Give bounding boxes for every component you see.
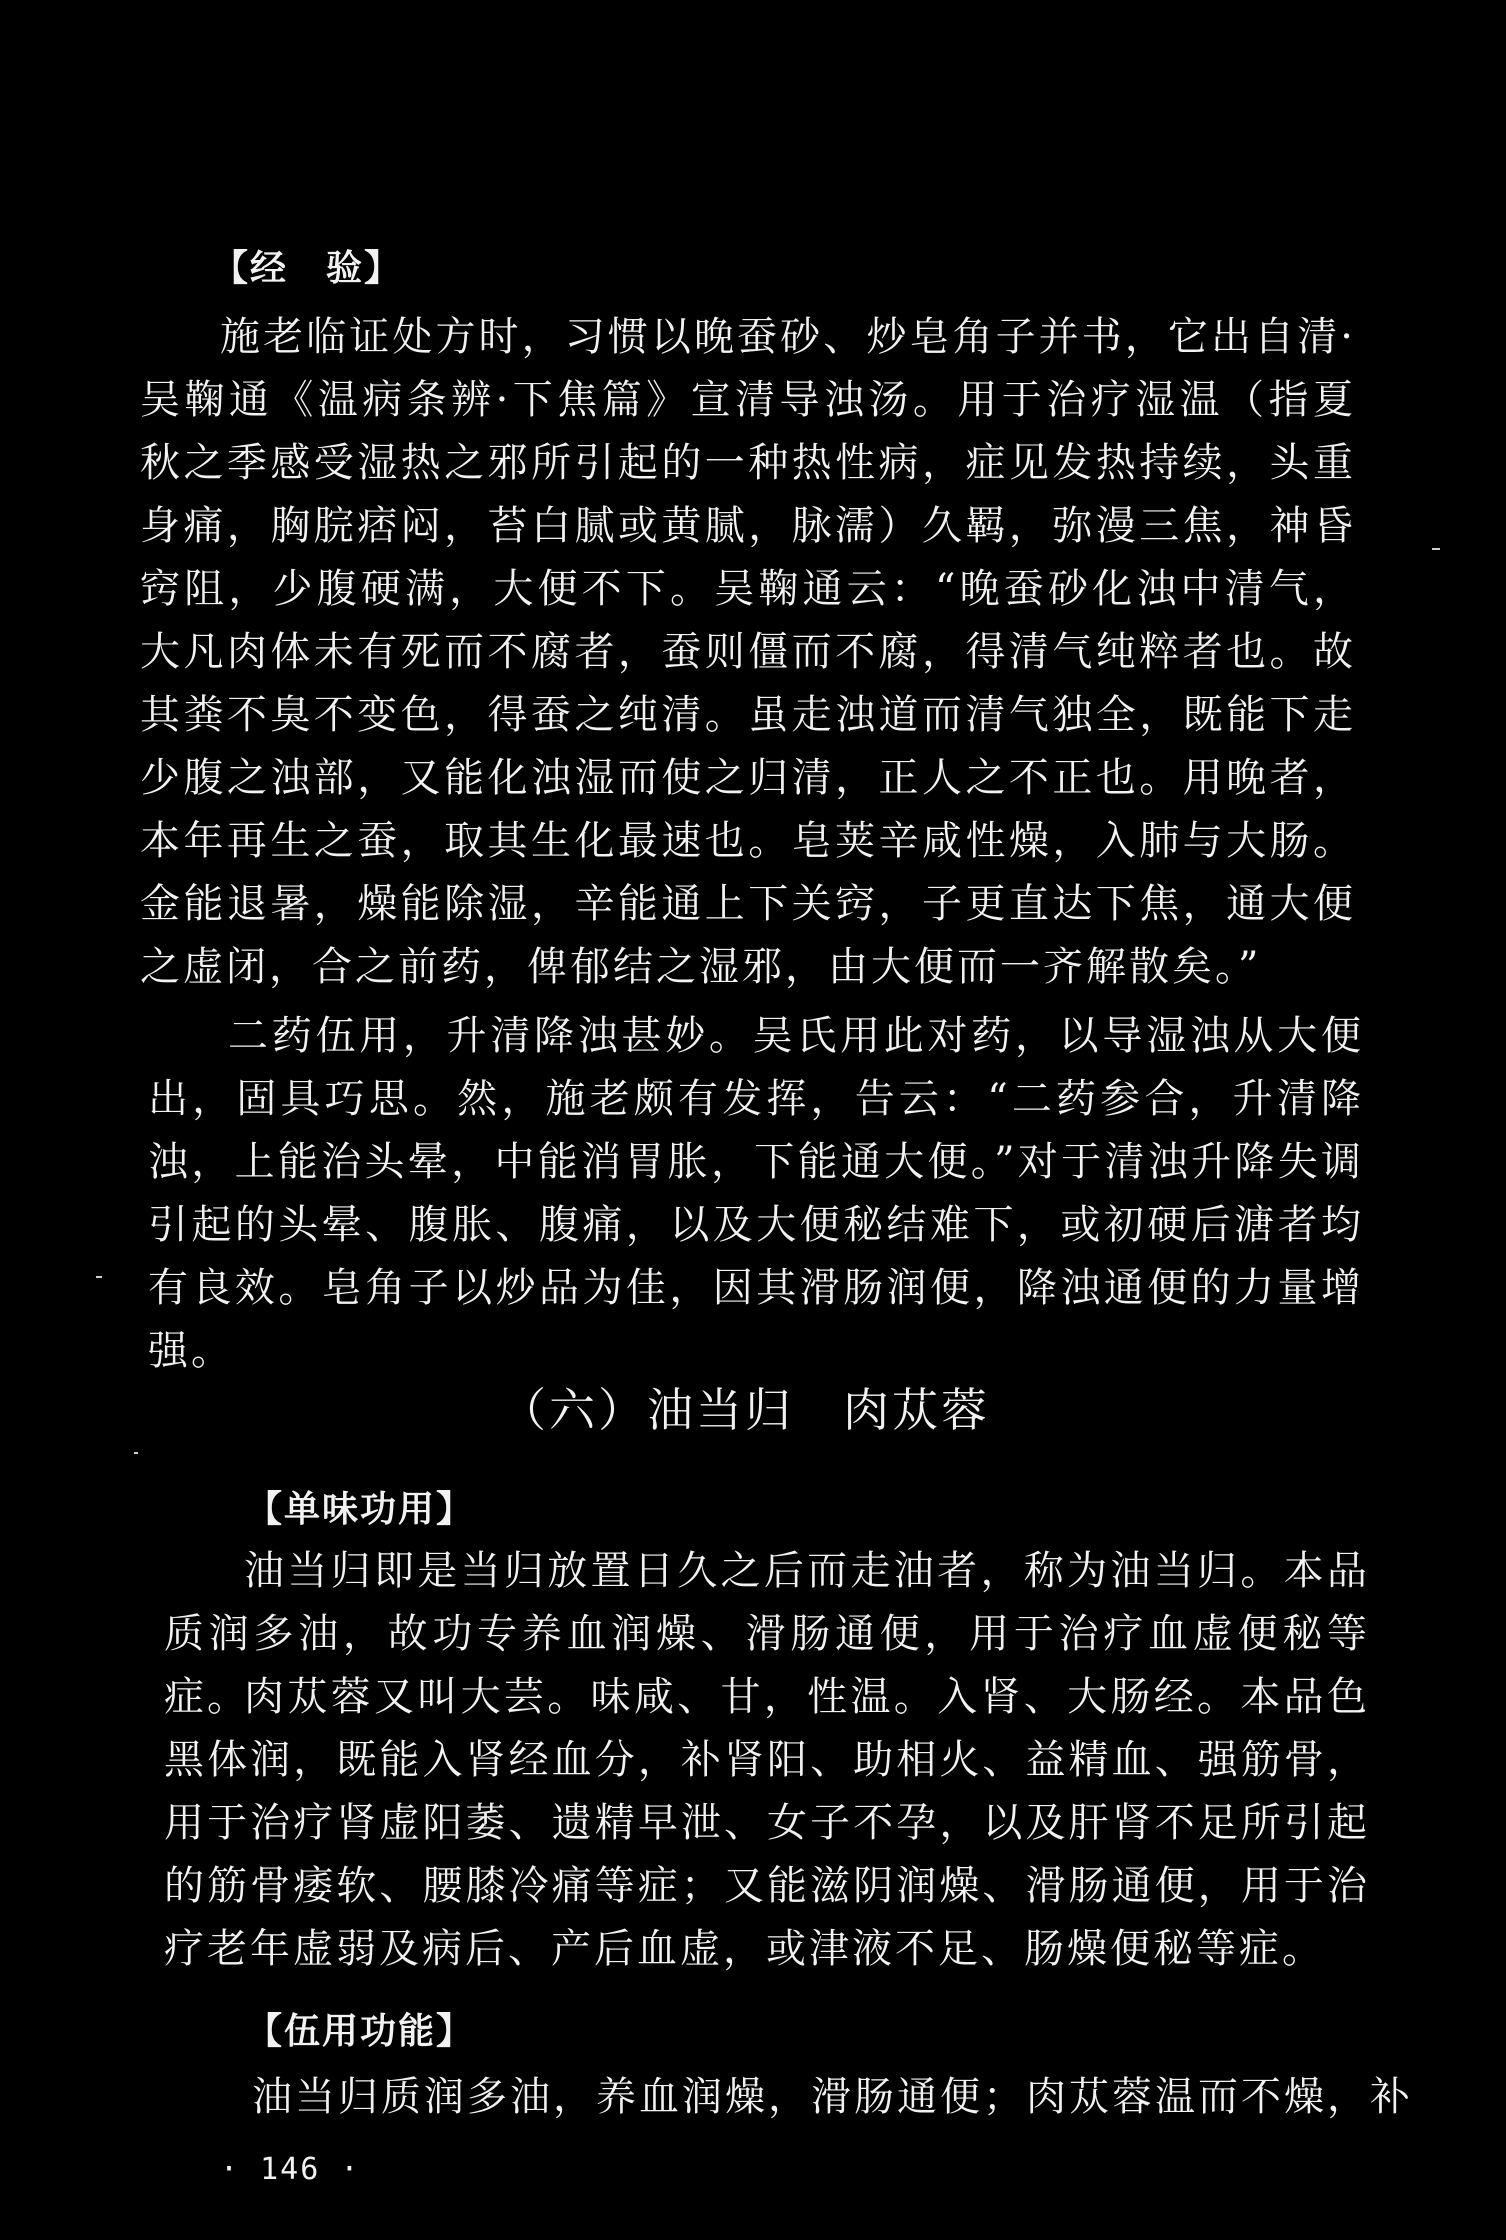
paragraph-experience-2: 二药伍用，升清降浊甚妙。吴氏用此对药，以导湿浊从大便出，固具巧思。然，施老颇有发挥，告云：“二药参合，升清降浊，上能治头晕，中能消胃胀，下能通大便。”对于清浊升降失调引起的头晕、腹胀、腹痛，以及大便秘结难下，或初硬后溏者均有良效。皂角子以炒品为佳，因其滑肠润便，降浊通便的力量增强。 [148, 1013, 1364, 1374]
heading-experience: 【经 验】 [212, 248, 403, 289]
section-title: （六）油当归 肉苁蓉 [500, 1383, 990, 1437]
paragraph-single-1: 油当归即是当归放置日久之后而走油者，称为油当归。本品质润多油，故功专养血润燥、滑肠通便，用于治疗血虚便秘等症。 [164, 1548, 1370, 1720]
scan-speck [96, 1276, 102, 1278]
scan-speck [1432, 548, 1440, 550]
paragraph-experience-1: 施老临证处方时，习惯以晚蚕砂、炒皂角子并书，它出自清·吴鞠通《温病条辨·下焦篇》宣清导浊汤。用于治疗湿温（指夏秋之季感受湿热之邪所引起的一种热性病，症见发热持续，头重身痛，胸脘痞闷，苔白腻或黄腻，脉濡）久羁，弥漫三焦，神昏窍阻，少腹硬满，大便不下。吴鞠通云：“晚蚕砂化浊中清气，大凡肉体未有死而不腐者，蚕则僵而不腐，得清气纯粹者也。故其粪不臭不变色，得蚕之纯清。虽走浊道而清气独全，既能下走少腹之浊部，又能化浊湿而使之归清，正人之不正也。用晚者，本年再生之蚕，取其生化最速也。皂荚辛咸性燥，入肺与大肠。金能退暑，燥能除湿，辛能通上下关窍，子更直达下焦，通大便之虚闭，合之前药，俾郁结之湿邪，由大便而一齐解散矣。” [140, 314, 1356, 990]
heading-single-function: 【单味功用】 [246, 1489, 475, 1530]
paragraph-single-2: 肉苁蓉又叫大芸。味咸、甘，性温。入肾、大肠经。本品色黑体润，既能入肾经血分，补肾阳、助相火、益精血、强筋骨，用于治疗肾虚阳萎、遗精早泄、女子不孕，以及肝肾不足所引起的筋骨痿软、腰膝冷痛等症；又能滋阴润燥、滑肠通便，用于治疗老年虚弱及病后、产后血虚，或津液不足、肠燥便秘等症。 [164, 1674, 1370, 1972]
heading-pair-function: 【伍用功能】 [246, 2011, 475, 2052]
page-number: · 146 · [220, 2152, 361, 2187]
paragraph-pair-1: 油当归质润多油，养血润燥，滑肠通便；肉苁蓉温而不燥，补 [252, 2074, 1413, 2120]
scan-speck [134, 1452, 138, 1454]
